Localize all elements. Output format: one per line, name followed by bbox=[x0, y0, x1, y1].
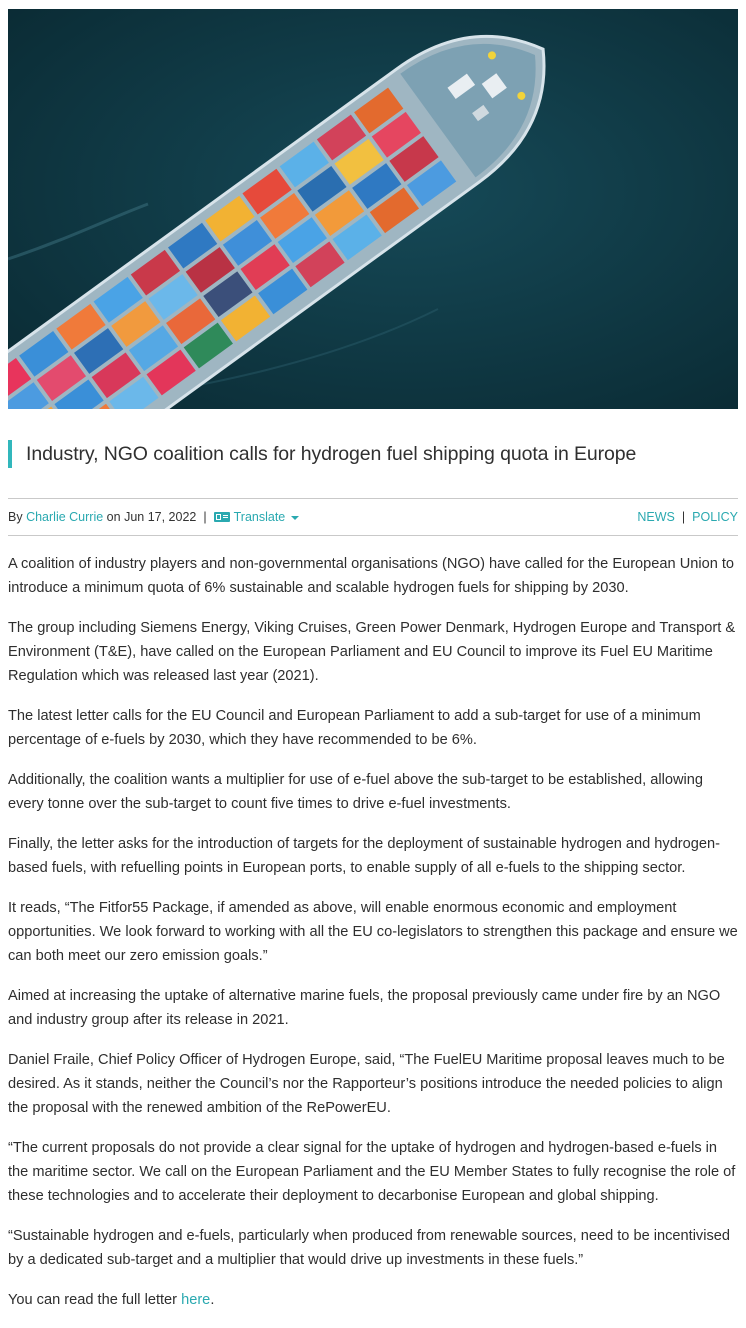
hero-image bbox=[8, 9, 738, 409]
full-letter-link[interactable]: here bbox=[181, 1292, 211, 1308]
publish-date: Jun 17, 2022 bbox=[124, 510, 197, 524]
byline bbox=[8, 510, 299, 524]
article-paragraph: The latest letter calls for the EU Council and European Parliament to add a sub-target for use of a minimum percentage of e-fuels by 2030, which they have recommended to be 6%. bbox=[8, 708, 701, 748]
translate-icon bbox=[214, 512, 230, 522]
closing-prefix: You can read the full letter bbox=[8, 1292, 182, 1308]
article-paragraph: A coalition of industry players and non-governmental organisations (NGO) have called for the European Union to introduce a minimum quota of 6% sustainable and scalable hydrogen fuels for shipping by 2030. bbox=[8, 556, 735, 596]
closing-paragraph bbox=[8, 1288, 740, 1312]
on-label: on bbox=[106, 510, 121, 524]
category-news-link[interactable]: NEWS bbox=[637, 510, 675, 524]
meta-divider: | bbox=[203, 510, 207, 524]
article-paragraph: “The current proposals do not provide a clear signal for the uptake of hydrogen and hydrogen-based e-fuels in the maritime sector. We call on the European Parliament and the EU Member States to fully recognise the role of these technologies and to accelerate their deployment to decarbonise European and global shipping. bbox=[8, 1140, 736, 1204]
translate-dropdown[interactable] bbox=[214, 510, 300, 524]
author-link[interactable]: Charlie Currie bbox=[26, 510, 104, 524]
article-paragraph: Finally, the letter asks for the introduction of targets for the deployment of sustainable hydrogen and hydrogen-based fuels, with refuelling points in European ports, to enable supply of all e-fuels to the shipping sector. bbox=[8, 836, 720, 876]
category-links bbox=[637, 510, 738, 524]
article-body bbox=[8, 552, 740, 1328]
chevron-down-icon bbox=[291, 516, 299, 520]
article-paragraph: Additionally, the coalition wants a multiplier for use of e-fuel above the sub-target to be established, allowing every tonne over the sub-target to count five times to drive e-fuel investments. bbox=[8, 772, 703, 812]
article-paragraph: It reads, “The Fitfor55 Package, if amended as above, will enable enormous economic and employment opportunities. We look forward to working with all the EU co-legislators to strengthen this package and ensure we can both meet our zero emission goals.” bbox=[8, 900, 738, 964]
category-policy-link[interactable]: POLICY bbox=[692, 510, 738, 524]
article-paragraph: “Sustainable hydrogen and e-fuels, particularly when produced from renewable sources, need to be incentivised by a dedicated sub-target and a multiplier that would drive up investments in these fuels.” bbox=[8, 1228, 731, 1268]
by-label: By bbox=[8, 510, 23, 524]
article-title-block bbox=[8, 440, 738, 468]
category-divider: | bbox=[681, 510, 686, 524]
article-paragraph: The group including Siemens Energy, Viking Cruises, Green Power Denmark, Hydrogen Europe and Transport & Environment (T&E), have called on the European Parliament and EU Council to improve its Fuel EU Maritime Regulation which was released last year (2021). bbox=[8, 620, 736, 684]
translate-label: Translate bbox=[233, 510, 286, 524]
article-paragraph: Aimed at increasing the uptake of alternative marine fuels, the proposal previously came under fire by an NGO and industry group after its release in 2021. bbox=[8, 988, 721, 1028]
container-ship-illustration bbox=[8, 9, 738, 409]
article-title: Industry, NGO coalition calls for hydrogen fuel shipping quota in Europe bbox=[26, 442, 637, 465]
article-paragraph: Daniel Fraile, Chief Policy Officer of Hydrogen Europe, said, “The FuelEU Maritime proposal leaves much to be desired. As it stands, neither the Council’s nor the Rapporteur’s positions introduce the needed policies to align the proposal with the renewed ambition of the RePowerEU. bbox=[8, 1052, 725, 1116]
article-meta-bar bbox=[8, 498, 738, 536]
closing-suffix: . bbox=[210, 1292, 215, 1308]
